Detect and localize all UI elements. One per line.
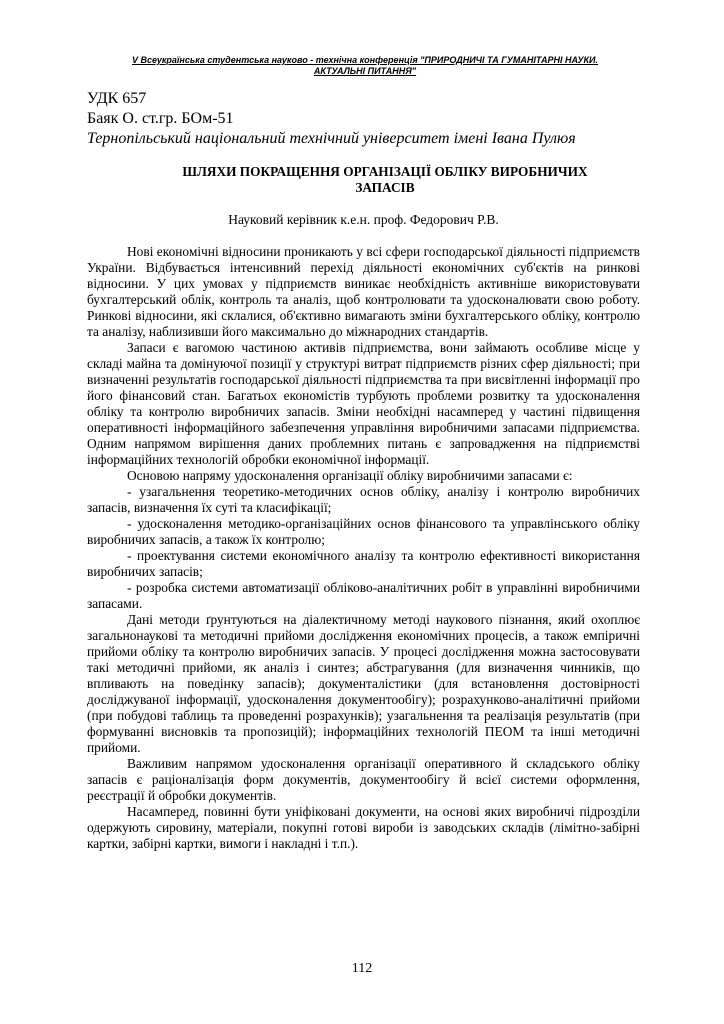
page-number: 112 — [351, 961, 373, 976]
list-item: - розробка системи автоматизації обліково-аналітичних робіт в управлінні виробничими запасами. — [87, 580, 640, 611]
paper-title — [130, 164, 640, 195]
university-line: Тернопільський національний технічний університет імені Івана Пулюя — [87, 130, 576, 147]
paragraph: Важливим напрямом удосконалення організації оперативного й складського обліку запасів є раціоналізація форм документів, документообігу й всієї системи оформлення, реєстрації й обробки документів. — [87, 756, 640, 803]
author-line: Баяк О. ст.гр. БОм-51 — [87, 110, 234, 127]
list-item: - удосконалення методико-організаційних основ фінансового та управлінського обліку виробничих запасів, а також їх контролю; — [87, 516, 640, 547]
paper-title-line1: ШЛЯХИ ПОКРАЩЕННЯ ОРГАНІЗАЦІЇ ОБЛІКУ ВИРОБНИЧИХ — [182, 164, 588, 179]
paragraph: Запаси є вагомою частиною активів підприємства, вони займають особливе місце у складі майна та домінуючої позиції у структурі витрат підприємств різних сфер діяльності; при визначенні результатів господарської діяльності підприємства та при висвітленні інформації про його фінансовий стан. Багатьох економістів турбують проблеми розвитку та удосконалення обліку та контролю виробничих запасів. Зміни необхідні насамперед у частині підвищення оперативності інформаційного забезпечення управління виробничими запасами підприємства. Одним напрямом вирішення даних проблемних питань є запровадження на підприємстві інформаційних технологій обробки економічної інформації. — [87, 340, 640, 467]
list-item: - проектування системи економічного аналізу та контролю ефективності використання виробничих запасів; — [87, 548, 640, 579]
body-text — [87, 244, 640, 852]
paper-title-line2: ЗАПАСІВ — [355, 179, 415, 195]
supervisor-line: Науковий керівник к.е.н. проф. Федорович Р.В. — [228, 212, 499, 227]
list-item: - узагальнення теоретико-методичних основ обліку, аналізу і контролю виробничих запасів, визначення їх суті та класифікації; — [87, 484, 640, 515]
paragraph: Насамперед, повинні бути уніфіковані документи, на основі яких виробничі підрозділи одержують сировину, матеріали, покупні готові вироби із заводських складів (лімітно-забірні картки, забірні картки, вимоги і накладні і т.п.). — [87, 804, 640, 851]
paragraph: Основою напряму удосконалення організації обліку виробничими запасами є: — [127, 468, 573, 483]
paragraph: Дані методи ґрунтуються на діалектичному методі наукового пізнання, який охоплює загальнонаукові та методичні прийоми дослідження економічних процесів, а також емпіричні прийоми обліку та контролю виробничих запасів. У процесі дослідження можна застосовувати такі методичні прийоми, як аналіз і синтез; абстрагування (для визначення чинників, що впливають на поведінку запасів); документалістики (для встановлення достовірності досліджуваної інформації, удосконалення документообігу); розрахунково-аналітичні прийоми (при побудові таблиць та проведенні розрахунків); узагальнення та реалізація результатів (при формуванні висновків та пропозицій); інформаційних технологій ПЕОМ та інші методичні прийоми. — [87, 612, 640, 755]
conference-header — [100, 55, 630, 77]
paragraph: Нові економічні відносини проникають у всі сфери господарської діяльності підприємств України. Відбувається інтенсивний перехід діяльності економічних суб'єктів на ринкові відносини. У цих умовах у підприємств виникає необхідність активніше використовувати бухгалтерський облік, контроль та аналіз, щоб контролювати та удосконалювати свою роботу. Ринкові відносини, які склалися, об'єктивно вимагають зміни бухгалтерського обліку, контролю та аналізу, наблизивши його максимально до міжнародних стандартів. — [87, 244, 640, 339]
conference-header-line1: V Всеукраїнська студентська науково - технічна конференція "ПРИРОДНИЧІ ТА ГУМАНІТАРНІ НАУКИ. — [131, 55, 599, 65]
conference-header-line2: АКТУАЛЬНІ ПИТАННЯ" — [313, 66, 417, 76]
udk-code: УДК 657 — [87, 90, 147, 107]
